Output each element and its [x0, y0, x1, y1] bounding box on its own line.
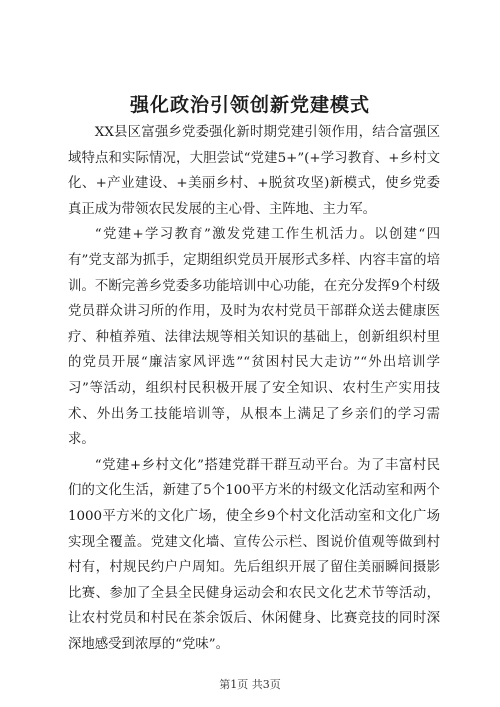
page-footer: 第1页 共3页	[219, 678, 281, 691]
document-body	[68, 120, 440, 657]
paragraph-rural-culture: “党建+乡村文化”搭建党群干群互动平台。为了丰富村民们的文化生活，新建了5个100平方米的村级文化活动室和两个1000平方米的文化广场，使全乡9个村文化活动室和文化广场实现全覆盖。党建文化墙、宣传公示栏、图说价值观等做到村村有，村规民约户户周知。先后组织开展了留住美丽瞬间摄影比赛、参加了全县全民健身运动会和农民文化艺术节等活动，让农村党员和村民在茶余饭后、休闲健身、比赛竞技的同时深深地感受到浓厚的“党味”。	[68, 457, 440, 652]
paragraph-learning-education: “党建+学习教育”激发党建工作生机活力。以创建“四有”党支部为抓手，定期组织党员开展形式多样、内容丰富的培训。不断完善乡党委多功能培训中心功能，在充分发挥9个村级党员群众讲习所的作用，及时为农村党员干部群众送去健康医疗、种植养殖、法律法规等相关知识的基础上，创新组织村里的党员开展“廉洁家风评选”“贫困村民大走访”“外出培训学习”等活动，组织村民积极开展了安全知识、农村生产实用技术、外出务工技能培训等，从根本上满足了乡亲们的学习需求。	[68, 227, 440, 448]
document-title: 强化政治引领创新党建模式	[129, 94, 370, 116]
paragraph-intro: XX县区富强乡党委强化新时期党建引领作用，结合富强区域特点和实际情况，大胆尝试“党建5+”(+学习教育、+乡村文化、+产业建设、+美丽乡村、+脱贫攻坚)新模式，使乡党委真正成为带领农民发展的主心骨、主阵地、主力军。	[68, 125, 440, 217]
